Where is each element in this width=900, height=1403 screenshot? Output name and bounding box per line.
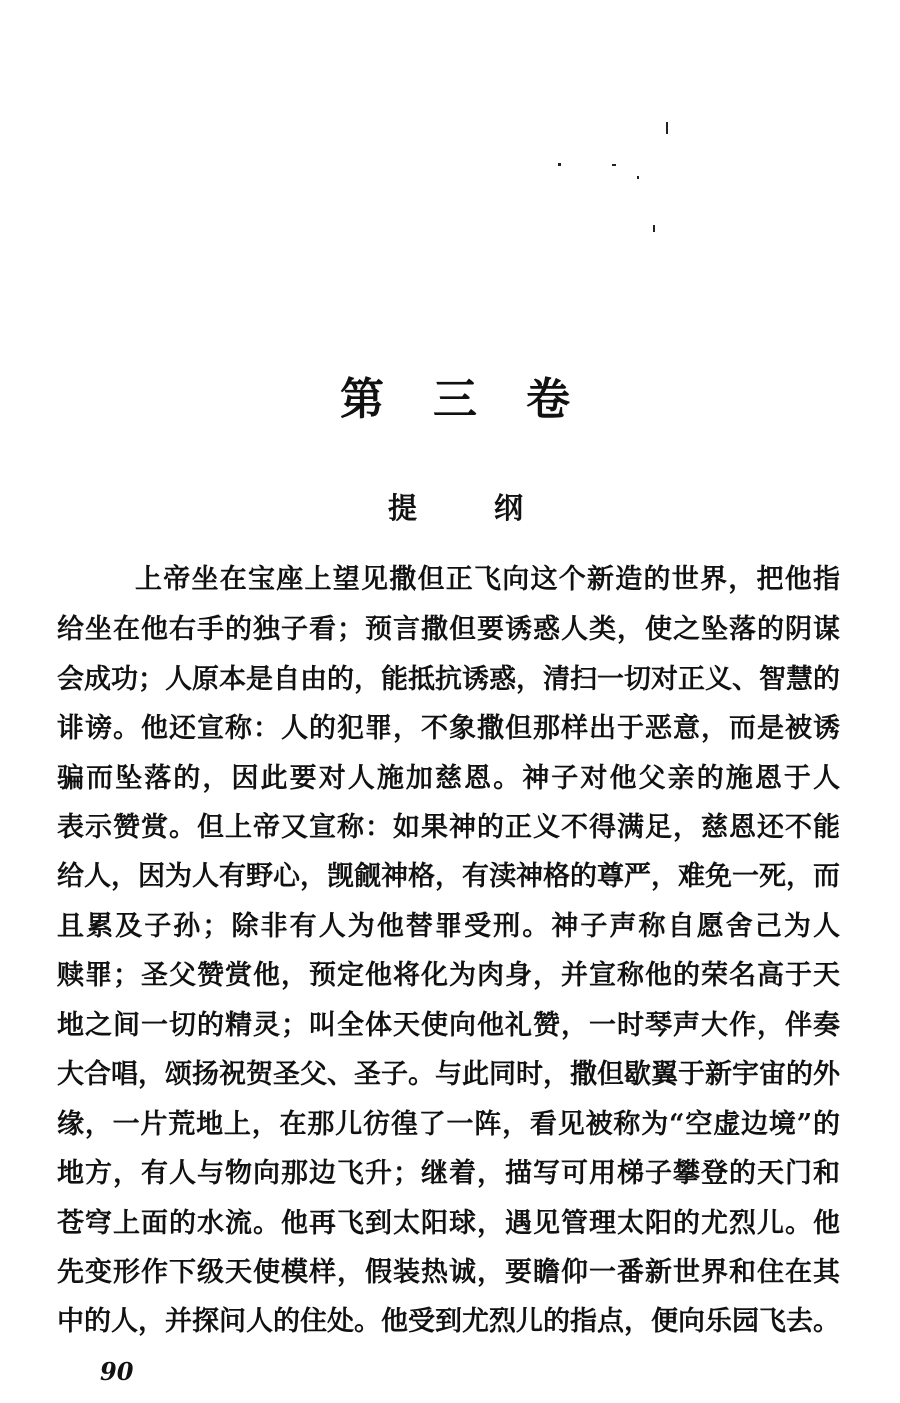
- scan-speck: [666, 122, 668, 134]
- scan-speck: [653, 225, 655, 232]
- page-number: 90: [100, 1357, 134, 1386]
- text-line: 大合唱，颂扬祝贺圣父、圣子。与此同时，撒但歇翼于新宇宙的外: [57, 1059, 840, 1090]
- scan-speck: [558, 163, 561, 166]
- text-line: 苍穹上面的水流。他再飞到太阳球，遇见管理太阳的尤烈儿。他: [57, 1208, 840, 1239]
- text-line: 地方，有人与物向那边飞升；继着，描写可用梯子攀登的天门和: [57, 1158, 840, 1189]
- text-line: 中的人，并探问人的住处。他受到尤烈儿的指点，便向乐园飞去。: [57, 1306, 840, 1337]
- section-heading: 提 纲: [388, 491, 523, 525]
- scan-speck: [612, 164, 616, 166]
- text-line: 给坐在他右手的独子看；预言撒但要诱惑人类，使之坠落的阴谋: [57, 614, 840, 645]
- text-line: 缘，一片荒地上，在那儿彷徨了一阵，看见被称为“空虚边境”的: [57, 1109, 840, 1140]
- text-line: 先变形作下级天使模样，假装热诚，要瞻仰一番新世界和住在其: [57, 1257, 840, 1288]
- text-line: 骗而坠落的，因此要对人施加慈恩。神子对他父亲的施恩于人: [57, 763, 840, 794]
- text-line: 表示赞赏。但上帝又宣称：如果神的正义不得满足，慈恩还不能: [57, 812, 840, 843]
- text-line: 上帝坐在宝座上望见撒但正飞向这个新造的世界，把他指: [135, 564, 840, 595]
- scan-speck: [637, 176, 639, 179]
- text-line: 诽谤。他还宣称：人的犯罪，不象撒但那样出于恶意，而是被诱: [57, 713, 840, 744]
- text-line: 赎罪；圣父赞赏他，预定他将化为肉身，并宣称他的荣名高于天: [57, 960, 840, 991]
- text-line: 给人，因为人有野心，觊觎神格，有渎神格的尊严，难免一死，而: [57, 861, 840, 892]
- text-line: 会成功；人原本是自由的，能抵抗诱惑，清扫一切对正义、智慧的: [57, 664, 840, 695]
- text-line: 地之间一切的精灵；叫全体天使向他礼赞，一时琴声大作，伴奏: [57, 1010, 840, 1041]
- chapter-heading: 第 三 卷: [340, 374, 570, 425]
- text-line: 且累及子孙；除非有人为他替罪受刑。神子声称自愿舍己为人: [57, 911, 840, 942]
